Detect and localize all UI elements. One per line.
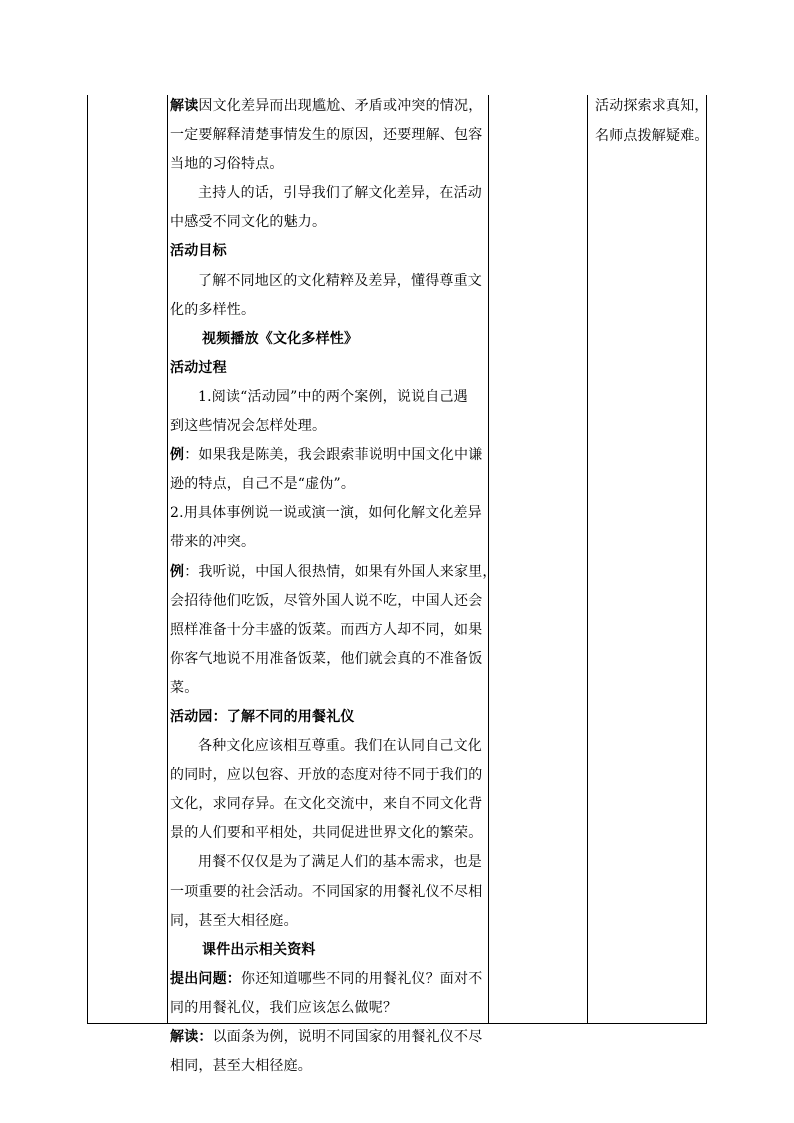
interpretation2-text: 以面条为例，说明不同国家的用餐礼仪不尽: [212, 1029, 483, 1045]
example1-label: 例: [170, 447, 185, 464]
interpretation2-line-1: [170, 1026, 488, 1055]
activity-content-cell: [170, 95, 497, 1084]
interpretation2-line-2: 相同，甚至大相径庭。: [170, 1058, 312, 1075]
goal-line-1: 了解不同地区的文化精粹及差异，懂得尊重文: [198, 272, 482, 289]
goal-line-2: 化的多样性。: [170, 301, 256, 318]
example1-line-1: [170, 444, 488, 473]
step1-line-1: 1.阅读“活动园”中的两个案例，说说自己遇: [198, 388, 468, 405]
activity-park-para2-line-2: 一项重要的社会活动。不同国家的用餐礼仪不尽相: [170, 883, 483, 900]
lesson-plan-table: [87, 95, 709, 1075]
step2-line-1: 2.用具体事例说一说或演一演，如何化解文化差异: [170, 505, 482, 522]
example1-text: ：如果我是陈美，我会跟索菲说明中国文化中谦: [184, 447, 483, 464]
example2-line-4: 你客气地说不用准备饭菜，他们就会真的不准备饭: [170, 650, 483, 667]
column-divider-2: [488, 95, 489, 1024]
example2-label: 例: [170, 563, 185, 580]
activity-park-para1-line-1: 各种文化应该相互尊重。我们在认同自己文化: [198, 738, 482, 755]
activity-park-para2-line-3: 同，甚至大相径庭。: [170, 912, 298, 929]
design-intent-line-1: 活动探索求真知，: [595, 98, 709, 114]
column-divider-1: [167, 95, 168, 1024]
interpretation-line-2: 一定要解释清楚事情发生的原因，还要理解、包容: [170, 127, 483, 144]
table-border-left: [87, 95, 88, 1024]
host-words-line-1: 主持人的话，引导我们了解文化差异，在活动: [198, 185, 482, 202]
activity-park-para1-line-2: 的同时，应以包容、开放的态度对待不同于我们的: [170, 767, 483, 784]
example2-line-3: 照样准备十分丰盛的饭菜。而西方人却不同，如果: [170, 621, 483, 638]
example1-line-2: 逊的特点，自己不是“虚伪”。: [170, 476, 356, 493]
question-label: 提出问题：: [170, 970, 241, 987]
courseware-title: 课件出示相关资料: [202, 941, 316, 958]
design-intent-line-2: 名师点拨解疑难。: [595, 128, 709, 144]
question-text: 你还知道哪些不同的用餐礼仪？面对不: [241, 970, 483, 987]
process-heading: 活动过程: [170, 359, 227, 376]
design-intent-cell: [593, 95, 709, 155]
column-divider-3: [587, 95, 588, 1024]
question-line-2: 同的用餐礼仪，我们应该怎么做呢？: [170, 999, 398, 1016]
example2-text: ：我听说，中国人很热情，如果有外国人来家里，: [184, 563, 497, 580]
interpretation-label: 解读: [170, 98, 199, 114]
interpretation-text: 因文化差异而出现尴尬、矛盾或冲突的情况，: [198, 98, 483, 114]
activity-park-para1-line-3: 文化，求同存异。在文化交流中，来自不同文化背: [170, 796, 483, 813]
goal-heading: 活动目标: [170, 243, 227, 260]
activity-park-para2-line-1: 用餐不仅仅是为了满足人们的基本需求，也是: [198, 854, 482, 871]
video-title: 视频播放《文化多样性》: [202, 330, 359, 347]
example2-line-5: 菜。: [170, 679, 199, 696]
question-line-1: [170, 968, 488, 997]
interpretation2-label: 解读：: [170, 1029, 213, 1045]
interpretation-line-3: 当地的习俗特点。: [170, 156, 284, 173]
activity-park-para1-line-4: 景的人们要和平相处，共同促进世界文化的繁荣。: [170, 825, 483, 842]
step1-line-2: 到这些情况会怎样处理。: [170, 418, 327, 435]
table-border-right: [706, 95, 707, 1024]
interpretation-line-1: [170, 95, 488, 124]
step2-line-2: 带来的冲突。: [170, 534, 256, 551]
host-words-line-2: 中感受不同文化的魅力。: [170, 214, 327, 231]
activity-park-heading: 活动园：了解不同的用餐礼仪: [170, 708, 355, 725]
example2-line-1: [170, 561, 497, 590]
example2-line-2: 会招待他们吃饭，尽管外国人说不吃，中国人还会: [170, 592, 483, 609]
